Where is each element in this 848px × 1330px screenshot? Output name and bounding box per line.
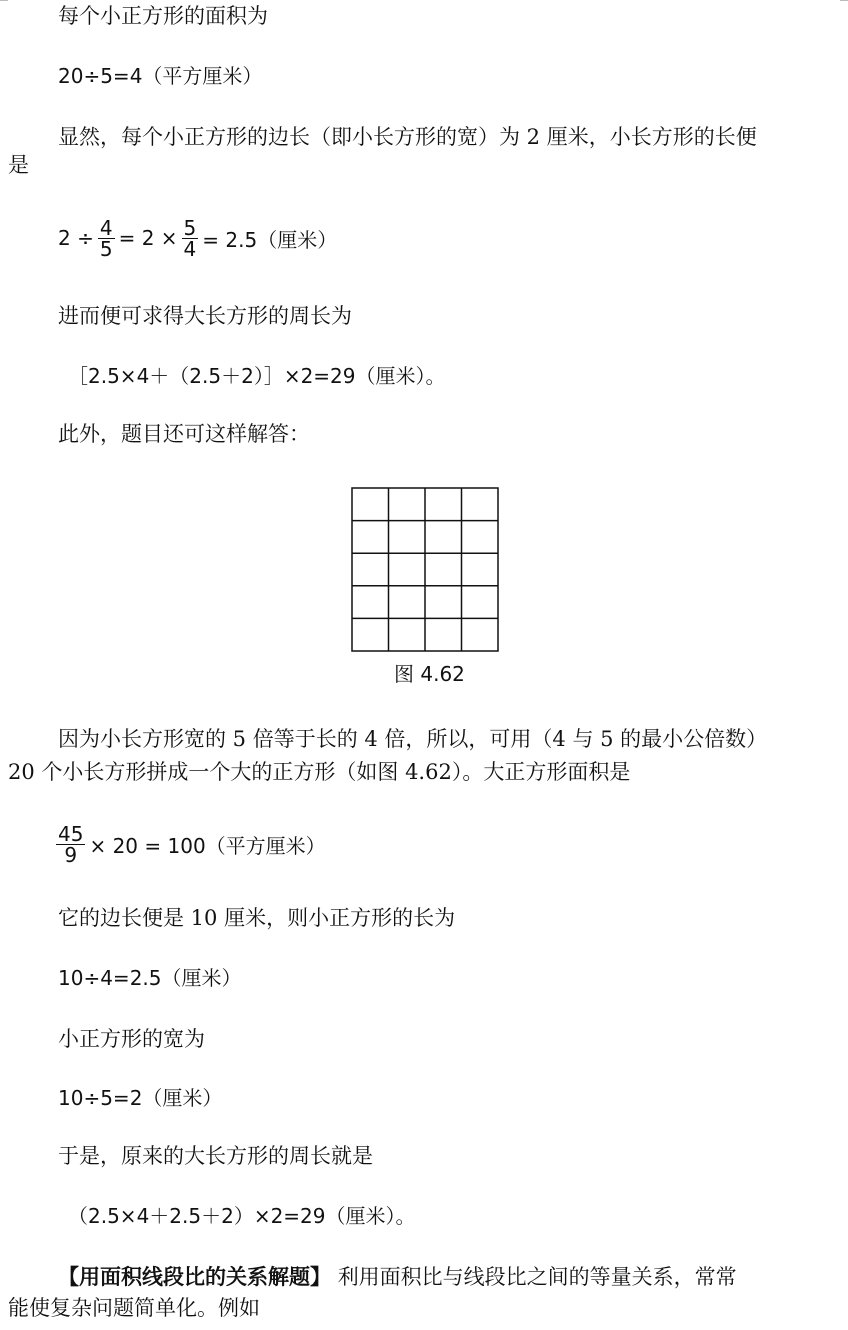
corner-mark-left (0, 0, 8, 1)
section-heading: 【用面积线段比的关系解题】 (58, 1264, 331, 1289)
text-line: 此外，题目还可这样解答： (58, 422, 310, 446)
text-line: 因为小长方形宽的 5 倍等于长的 4 倍，所以，可用（4 与 5 的最小公倍数） (58, 727, 768, 751)
text-line: 进而便可求得大长方形的周长为 (58, 304, 352, 328)
text-line: 小正方形的宽为 (58, 1027, 205, 1051)
text-span: 利用面积比与线段比之间的等量关系，常常 (337, 1265, 737, 1289)
text-line: 20 个小长方形拼成一个大的正方形（如图 4.62）。大正方形面积是 (8, 760, 631, 784)
numerator: 5 (183, 215, 197, 240)
grid-drawing (350, 486, 500, 656)
denominator: 9 (64, 842, 78, 867)
equation-line: 20÷5=4（平方厘米） (58, 64, 263, 88)
text-line: 显然，每个小正方形的边长（即小长方形的宽）为 2 厘米，小长方形的长便 (58, 125, 757, 149)
equation-line: ［2.5×4＋（2.5＋2）］×2=29（厘米）。 (68, 364, 446, 388)
text-line: 于是，原来的大长方形的周长就是 (58, 1144, 373, 1168)
figure-grid (350, 486, 500, 656)
fraction (56, 821, 85, 867)
text-line: 是 (8, 153, 29, 177)
equation-line: 10÷4=2.5（厘米） (58, 966, 242, 990)
denominator: 5 (99, 236, 113, 261)
formula-part: 2 ÷ (58, 226, 94, 250)
corner-mark-right (840, 0, 848, 1)
text-line: 能使复杂问题简单化。例如 (8, 1296, 260, 1320)
formula-area (56, 816, 326, 872)
numerator: 4 (99, 215, 113, 240)
numerator: 45 (58, 821, 84, 846)
equation-line: 10÷5=2（厘米） (58, 1086, 223, 1110)
denominator: 4 (183, 236, 197, 261)
formula-part: × 20 = 100（平方厘米） (89, 833, 326, 858)
formula-length (58, 212, 337, 264)
fraction (182, 215, 199, 261)
formula-part: = 2.5（厘米） (202, 227, 338, 252)
formula-part: = 2 × (118, 226, 178, 250)
equation-line: （2.5×4＋2.5＋2）×2=29（厘米）。 (68, 1204, 416, 1228)
text-line (58, 1263, 737, 1291)
text-line: 每个小正方形的面积为 (58, 4, 268, 28)
fraction (98, 215, 115, 261)
figure-caption: 图 4.62 (394, 662, 465, 686)
text-line: 它的边长便是 10 厘米，则小正方形的长为 (58, 906, 456, 930)
